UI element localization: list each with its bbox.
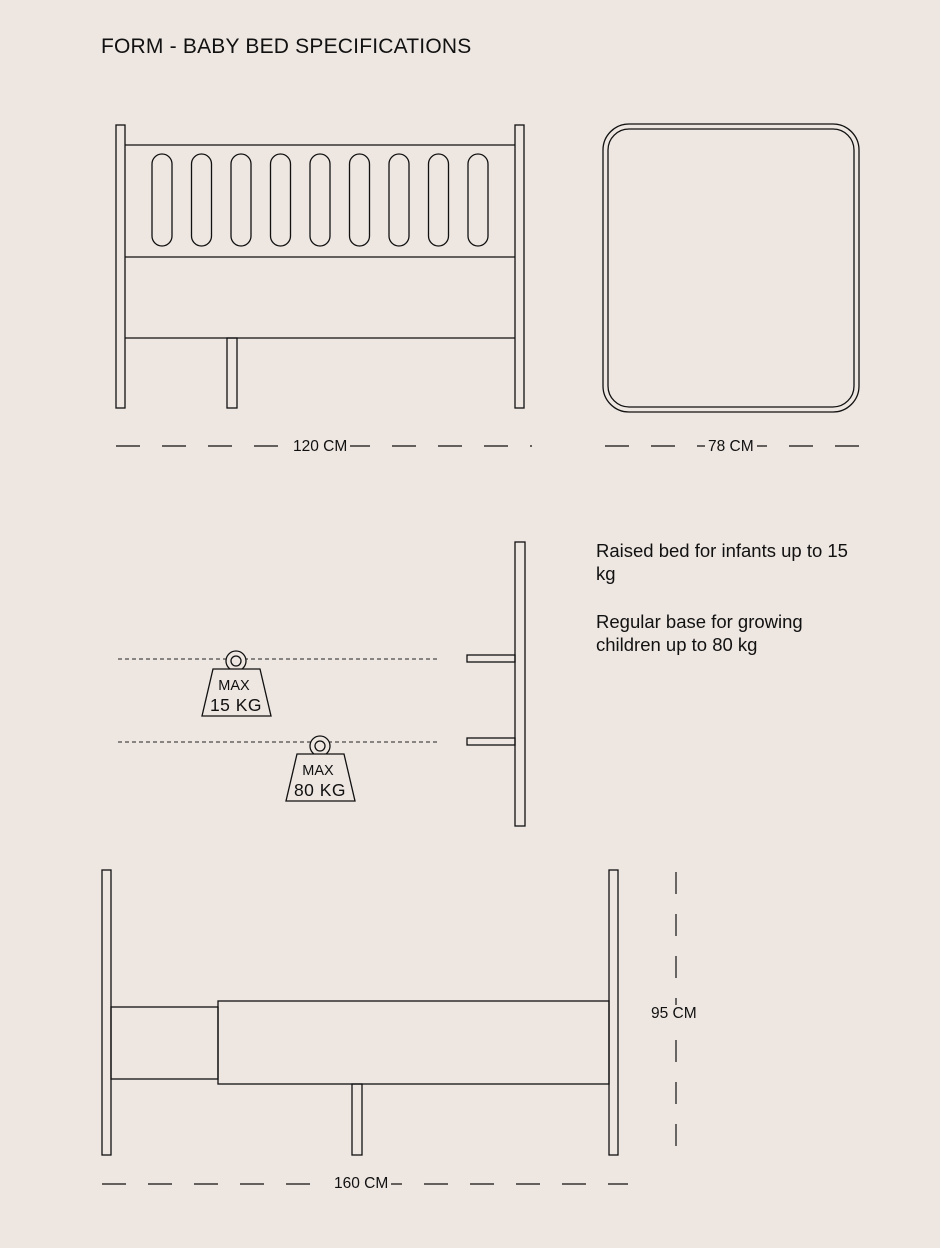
- weight-80kg-value-label: 80 KG: [293, 780, 347, 800]
- length-label: 160 CM: [331, 1175, 391, 1193]
- weight-80kg-max-label: MAX: [302, 763, 334, 779]
- front-width-label: 120 CM: [290, 438, 350, 456]
- child-note: Regular base for growing children up to 80 kg: [596, 611, 803, 655]
- height-label: 95 CM: [648, 1005, 700, 1023]
- long-side-view: [102, 870, 618, 1155]
- top-view: [603, 124, 859, 412]
- side-profile-view: [467, 542, 525, 826]
- page-title: FORM - BABY BED SPECIFICATIONS: [101, 35, 472, 58]
- weight-15kg-max-label: MAX: [218, 678, 250, 694]
- side-width-label: 78 CM: [705, 438, 757, 456]
- weight-15kg-value-label: 15 KG: [209, 695, 263, 715]
- infant-note: Raised bed for infants up to 15 kg: [596, 540, 848, 584]
- front-view: [116, 125, 524, 408]
- front-slats: [152, 154, 488, 246]
